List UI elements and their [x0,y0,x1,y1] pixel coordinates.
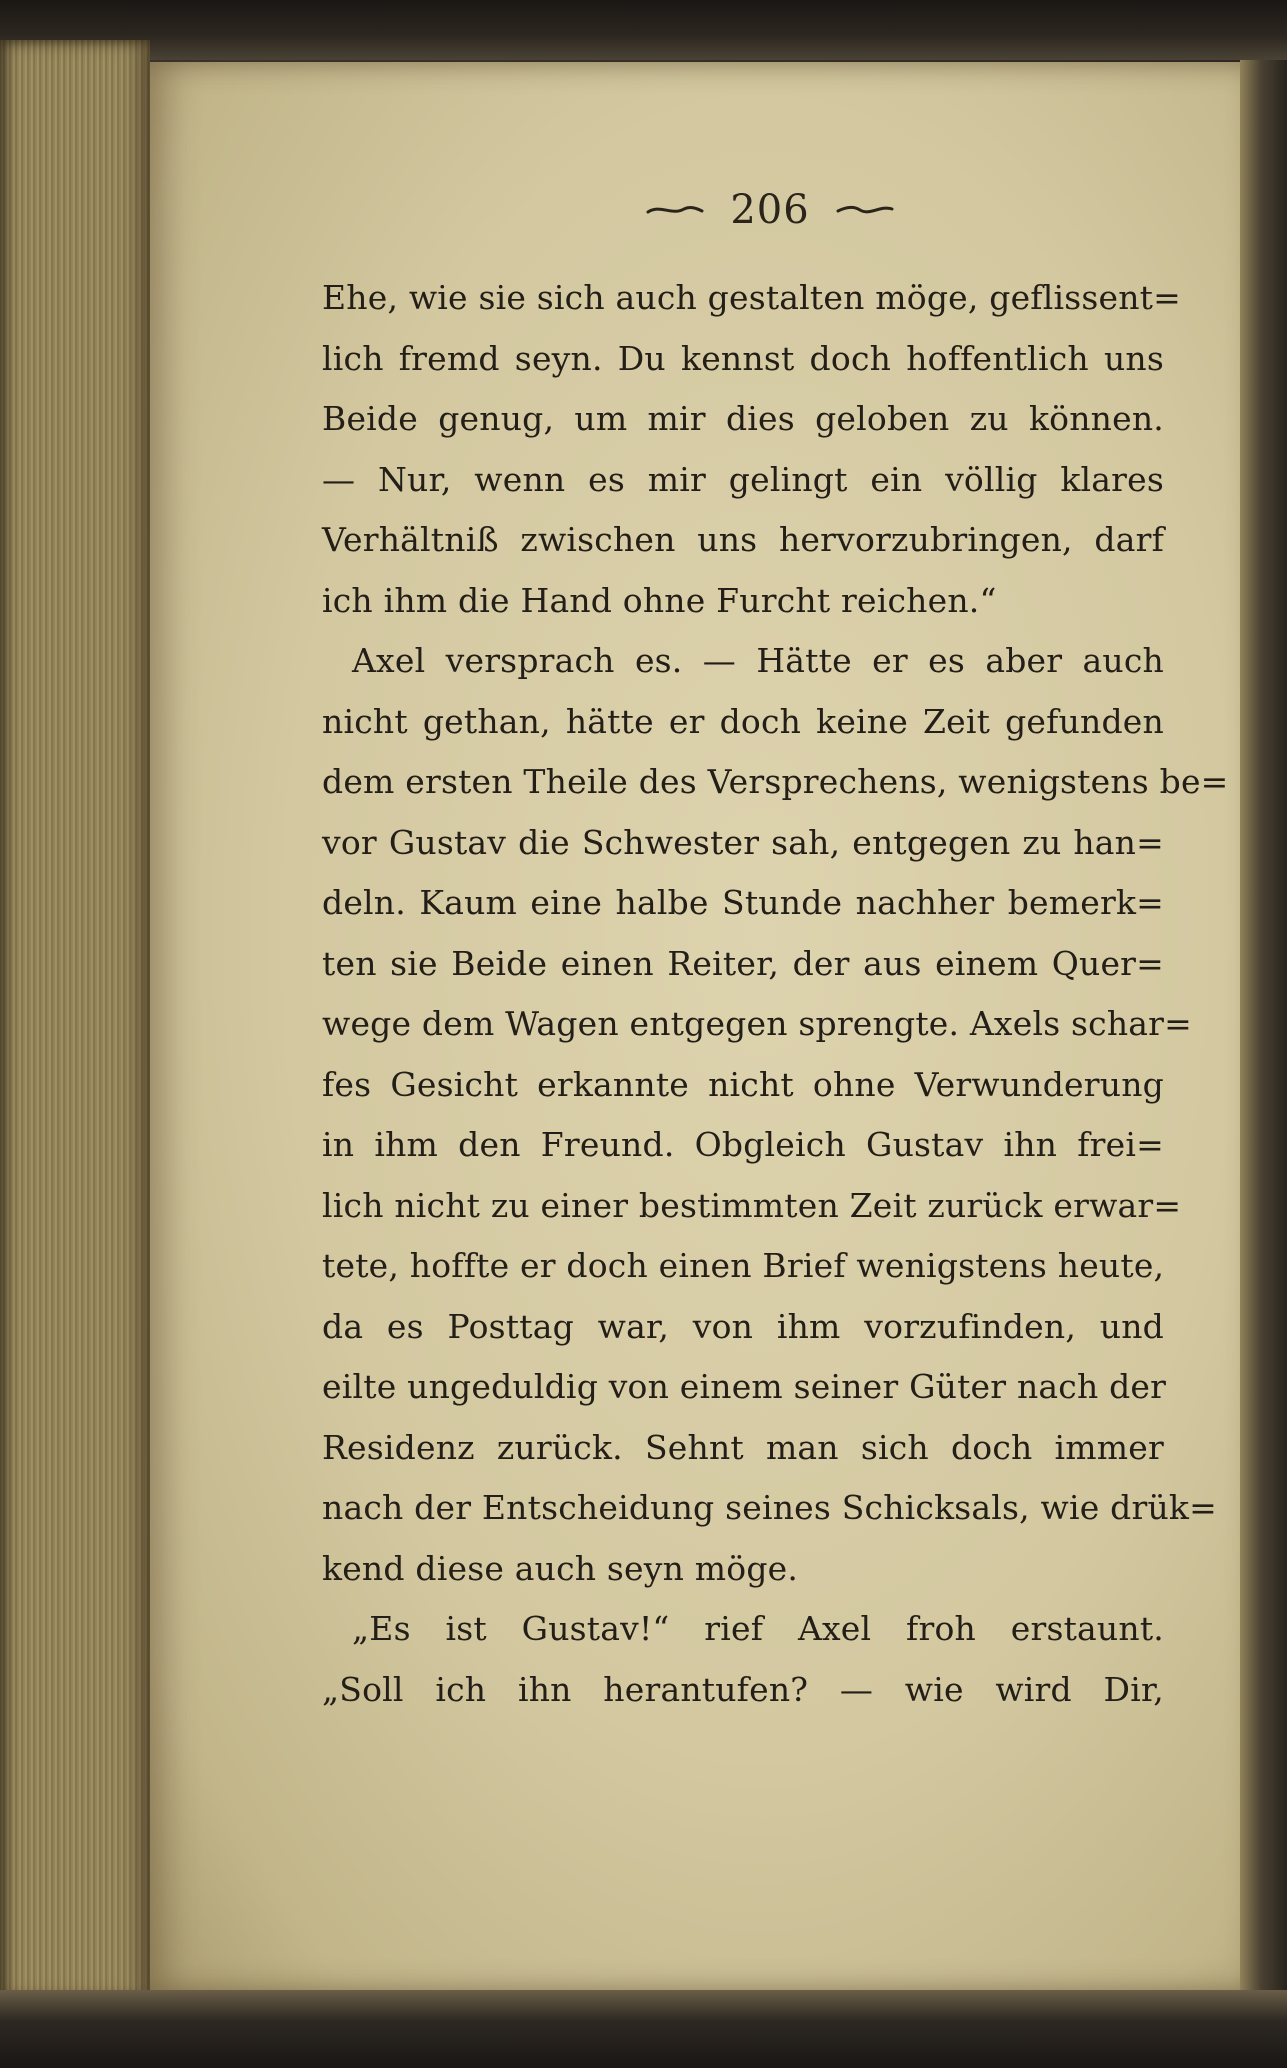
text-line: tete, hoffte er doch einen Brief wenigstens heute, [322,1246,1165,1285]
left-flourish-icon [646,200,704,220]
text-line: Axel versprach es. — Hätte er es aber auch [352,641,1164,680]
text-line: — Nur, wenn es mir gelingt ein völlig klares [322,459,1164,499]
text-line: ten sie Beide einen Reiter, der aus einem Quer= [322,943,1164,983]
text-line: Residenz zurück. Sehnt man sich doch immer [322,1427,1164,1467]
body-text [322,268,1229,1720]
text-line: kend diese auch seyn möge. [322,1548,799,1588]
text-line: ich ihm die Hand ohne Furcht reichen.“ [322,580,997,620]
text-line: nicht gethan, hätte er doch keine Zeit gefunden [322,701,1164,741]
text-line: deln. Kaum eine halbe Stunde nachher bemerk= [322,883,1164,922]
text-line: Beide genug, um mir dies geloben zu können. [322,399,1164,438]
text-line: in ihm den Freund. Obgleich Gustav ihn frei= [322,1125,1164,1164]
scan-top-edge [0,0,1287,60]
text-line: lich nicht zu einer bestimmten Zeit zurück erwar= [322,1185,1182,1225]
text-line: Ehe, wie sie sich auch gestalten möge, geflissent= [322,278,1181,317]
text-line: „Soll ich ihn herantufen? — wie wird Dir, [322,1669,1164,1709]
page-gutter-shadow [1240,60,1287,2000]
book-page-edges [0,40,150,2000]
text-line: fes Gesicht erkannte nicht ohne Verwunderung [322,1064,1164,1104]
text-line: nach der Entscheidung seines Schicksals, wie drük= [322,1488,1217,1527]
text-line: wege dem Wagen entgegen sprengte. Axels schar= [322,1004,1193,1043]
text-line: vor Gustav die Schwester sah, entgegen zu han= [322,822,1164,862]
text-line: Verhältniß zwischen uns hervorzubringen, darf [322,520,1164,559]
text-line: „Es ist Gustav!“ rief Axel froh erstaunt. [352,1609,1164,1648]
scan-bottom-edge [0,1990,1287,2068]
text-line: da es Posttag war, von ihm vorzufinden, und [322,1306,1164,1346]
page-header [640,180,900,240]
page-number: 206 [730,187,810,233]
text-line: eilte ungeduldig von einem seiner Güter nach der [322,1367,1167,1406]
text-line: lich fremd seyn. Du kennst doch hoffentlich uns [322,338,1164,378]
text-line: dem ersten Theile des Versprechens, wenigstens be= [322,762,1229,801]
right-flourish-icon [836,200,894,220]
